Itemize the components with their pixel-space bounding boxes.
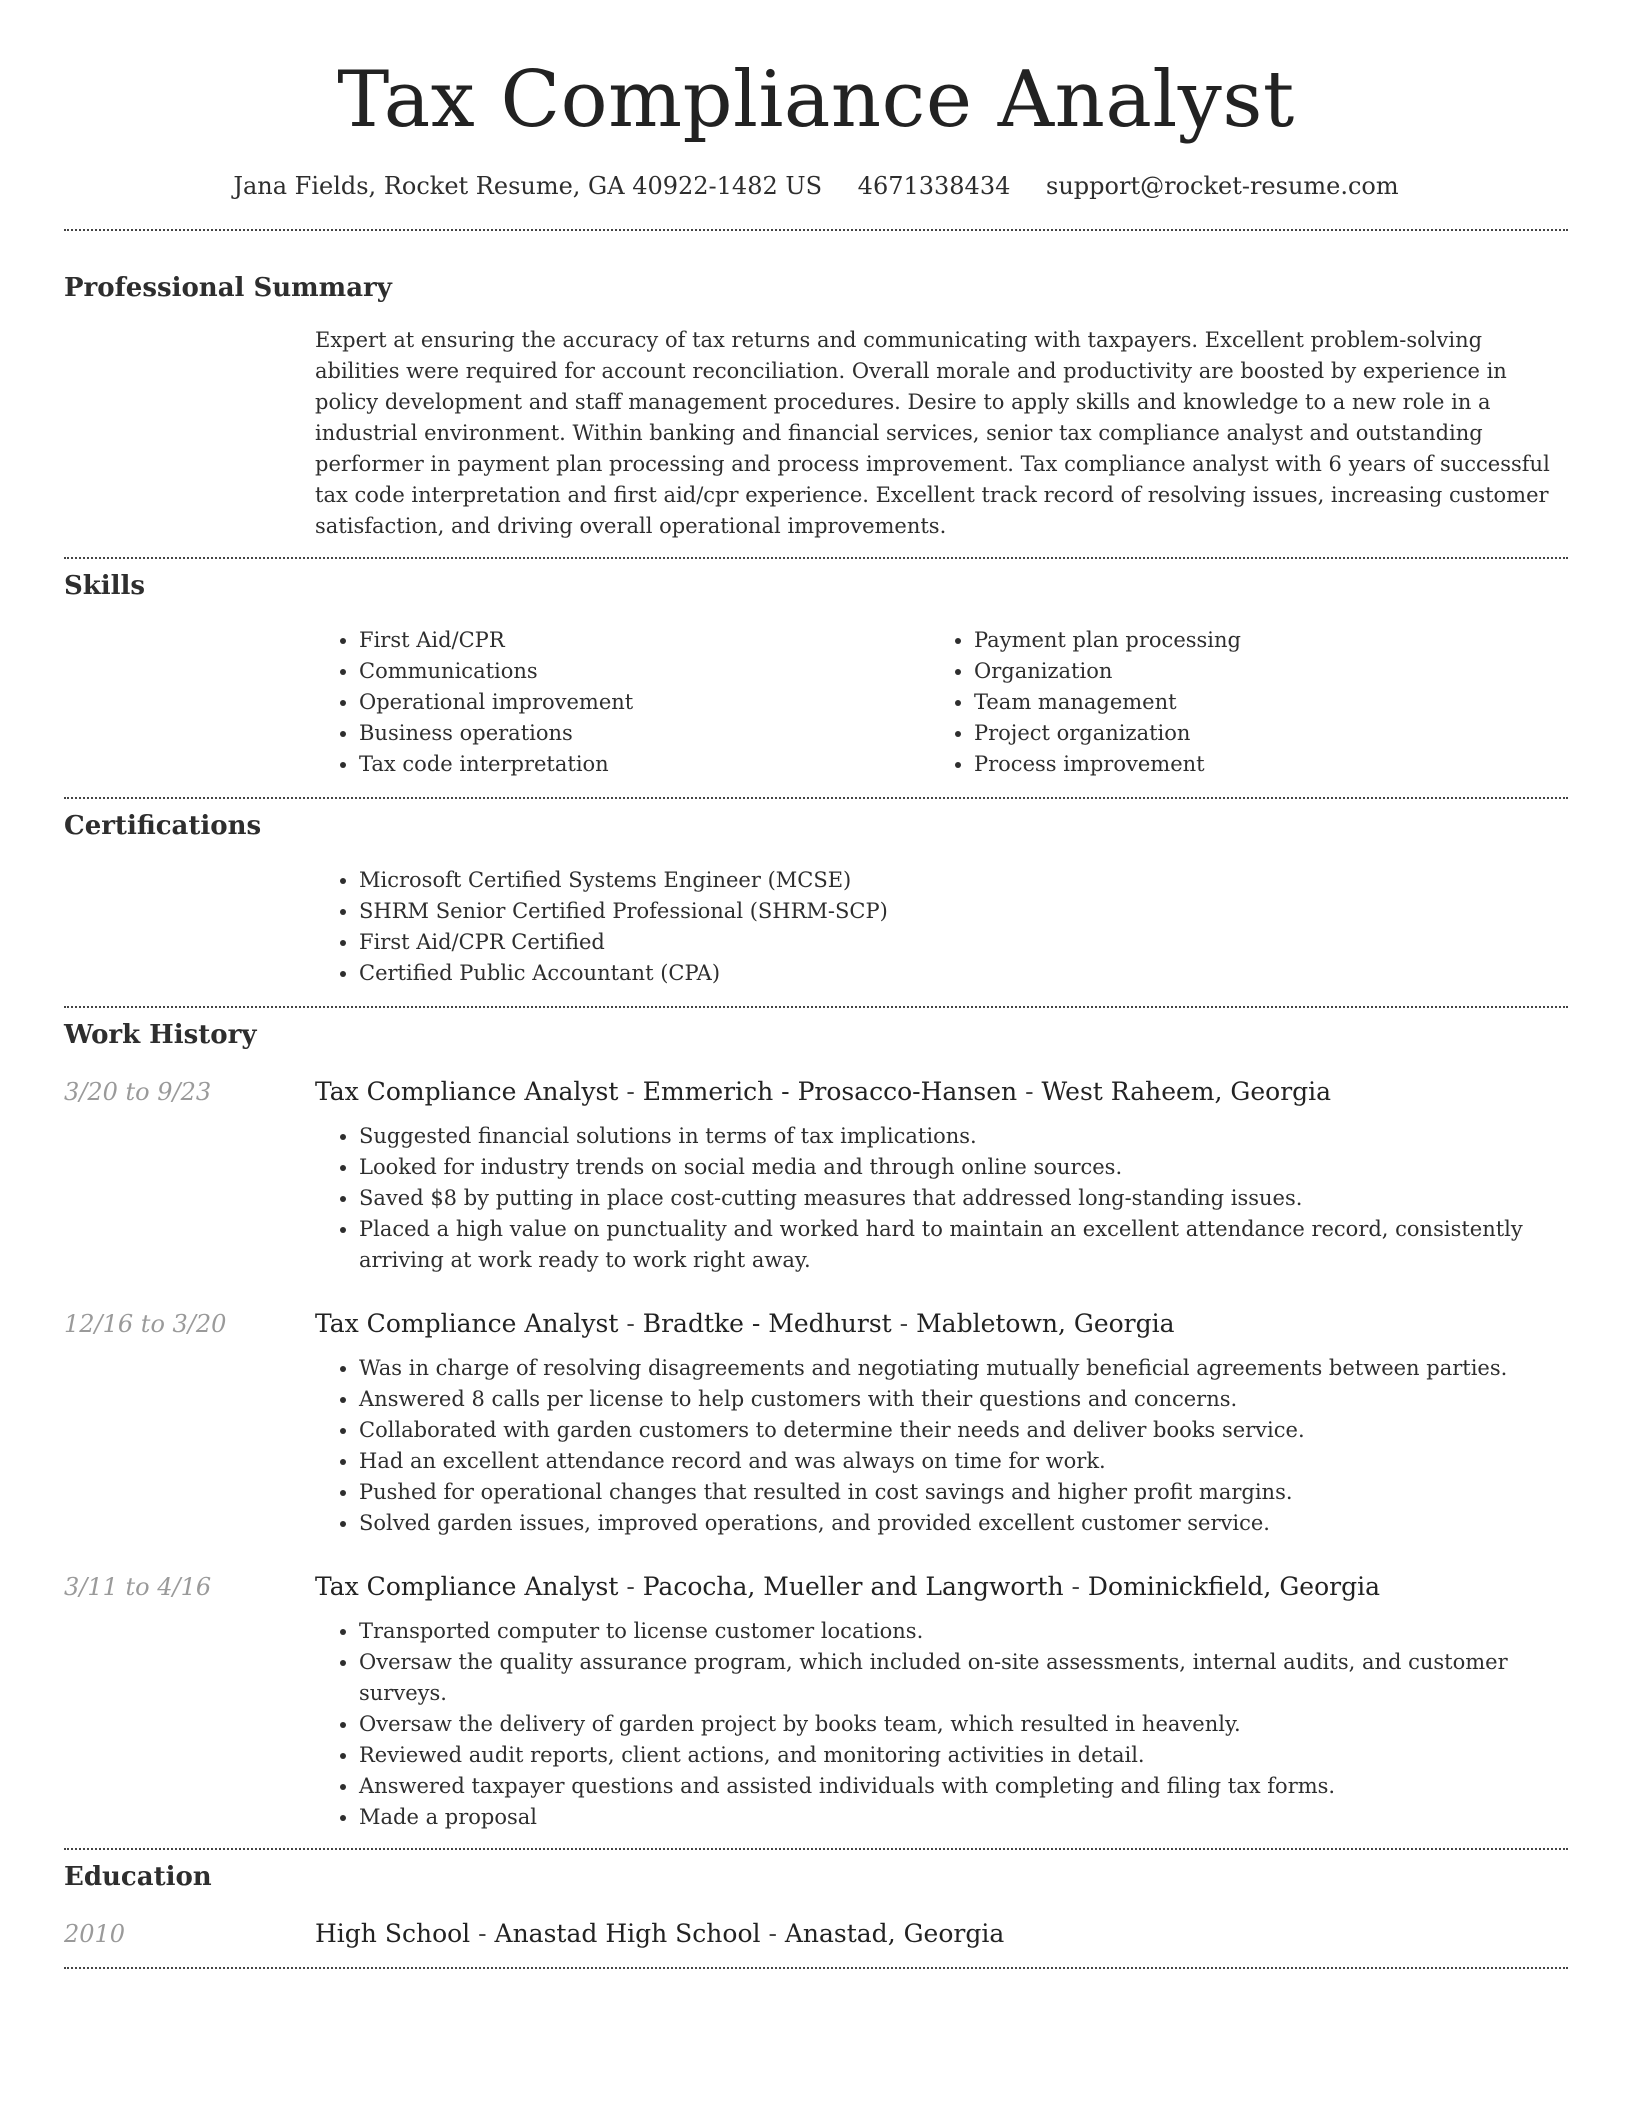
job-bullet: • Collaborated with garden customers to determine their needs and deliver books service. <box>359 1415 1568 1446</box>
skills-column-right <box>930 625 1545 780</box>
skills-column-left <box>315 625 930 780</box>
job-bullet: • Answered taxpayer questions and assisted individuals with completing and filing tax forms. <box>359 1771 1568 1802</box>
job-bullet: • Had an excellent attendance record and was always on time for work. <box>359 1446 1568 1477</box>
job-role: Tax Compliance Analyst <box>315 1309 619 1338</box>
job-heading: Tax Compliance Analyst - Emmerich - Prosacco-Hansen - West Raheem, Georgia <box>315 1077 1332 1106</box>
job-bullet: • Was in charge of resolving disagreements and negotiating mutually beneficial agreements between parties. <box>359 1353 1568 1384</box>
job-role: Tax Compliance Analyst <box>315 1077 619 1106</box>
section-divider <box>64 557 1568 559</box>
job-bullet: • Pushed for operational changes that resulted in cost savings and higher profit margins. <box>359 1477 1568 1508</box>
resume-title: Tax Compliance Analyst <box>337 55 1295 145</box>
job-entry <box>64 1076 1568 1276</box>
summary-text: Expert at ensuring the accuracy of tax returns and communicating with taxpayers. Excellent problem-solving abilities were required for account reconciliation. Overall morale and productivity are boosted by experience in policy development and staff management procedures. Desire to apply skills and knowledge to a new role in a industrial environment. Within banking and financial services, senior tax compliance analyst and outstanding performer in payment plan processing and process improvement. Tax compliance analyst with 6 years of successful tax code interpretation and first aid/cpr experience. Excellent track record of resolving issues, increasing customer satisfaction, and driving overall operational improvements. <box>315 328 1550 538</box>
skills-section <box>64 569 1568 780</box>
job-heading: Tax Compliance Analyst - Pacocha, Mueller and Langworth - Dominickfield, Georgia <box>315 1572 1380 1601</box>
section-divider <box>64 797 1568 799</box>
job-bullet: • Looked for industry trends on social media and through online sources. <box>359 1152 1568 1183</box>
contact-address: Jana Fields, Rocket Resume, GA 40922-1482 US <box>233 172 823 200</box>
education-heading: Education <box>64 1862 212 1892</box>
contact-email: support@rocket-resume.com <box>1046 172 1399 200</box>
section-divider <box>64 1848 1568 1850</box>
skill-item: • Team management <box>974 687 1545 718</box>
job-bullet: • Made a proposal <box>359 1802 1568 1833</box>
education-school: Anastad High School <box>494 1919 761 1948</box>
skills-heading: Skills <box>64 571 146 601</box>
resume-page <box>64 0 1568 1969</box>
job-bullet: • Reviewed audit reports, client actions, and monitoring activities in detail. <box>359 1740 1568 1771</box>
job-bullet: • Answered 8 calls per license to help customers with their questions and concerns. <box>359 1384 1568 1415</box>
education-section <box>64 1860 1568 1950</box>
education-entry <box>64 1918 1568 1950</box>
job-bullet: • Oversaw the delivery of garden project by books team, which resulted in heavenly. <box>359 1709 1568 1740</box>
skill-item: • First Aid/CPR <box>359 625 930 656</box>
job-location: Mabletown, Georgia <box>916 1309 1175 1338</box>
skill-item: • Communications <box>359 656 930 687</box>
job-bullet: • Placed a high value on punctuality and worked hard to maintain an excellent attendance record, consistently arriving at work ready to work right away. <box>359 1214 1568 1276</box>
job-role: Tax Compliance Analyst <box>315 1572 619 1601</box>
section-divider <box>64 1006 1568 1008</box>
section-divider <box>64 1967 1568 1969</box>
skill-item: • Project organization <box>974 718 1545 749</box>
skill-item: • Tax code interpretation <box>359 749 930 780</box>
education-degree: High School <box>315 1919 471 1948</box>
job-bullet: • Oversaw the quality assurance program, which included on-site assessments, internal audits, and customer surveys. <box>359 1647 1568 1709</box>
certifications-section <box>64 809 1568 989</box>
job-dates: 12/16 to 3/20 <box>64 1310 227 1338</box>
education-year: 2010 <box>64 1920 126 1948</box>
job-dates: 3/11 to 4/16 <box>64 1573 212 1601</box>
skill-item: • Business operations <box>359 718 930 749</box>
job-entry <box>64 1308 1568 1539</box>
skill-item: • Payment plan processing <box>974 625 1545 656</box>
job-company: Bradtke - Medhurst <box>642 1309 892 1338</box>
certification-item: • First Aid/CPR Certified <box>359 927 1568 958</box>
skill-item: • Operational improvement <box>359 687 930 718</box>
certification-item: • Certified Public Accountant (CPA) <box>359 958 1568 989</box>
work-history-section <box>64 1018 1568 1833</box>
job-company: Emmerich - Prosacco-Hansen <box>642 1077 1018 1106</box>
job-entry <box>64 1571 1568 1833</box>
job-bullet: • Suggested financial solutions in terms of tax implications. <box>359 1121 1568 1152</box>
skill-item: • Process improvement <box>974 749 1545 780</box>
education-location: Anastad, Georgia <box>784 1919 1005 1948</box>
job-bullet: • Saved $8 by putting in place cost-cutting measures that addressed long-standing issues. <box>359 1183 1568 1214</box>
job-location: West Raheem, Georgia <box>1041 1077 1332 1106</box>
job-bullet: • Transported computer to license customer locations. <box>359 1616 1568 1647</box>
summary-heading: Professional Summary <box>64 273 392 303</box>
certifications-heading: Certifications <box>64 811 262 841</box>
certification-item: • Microsoft Certified Systems Engineer (MCSE) <box>359 865 1568 896</box>
certification-item: • SHRM Senior Certified Professional (SHRM-SCP) <box>359 896 1568 927</box>
summary-section <box>64 271 1568 542</box>
contact-line <box>64 170 1568 202</box>
job-dates: 3/20 to 9/23 <box>64 1078 212 1106</box>
job-heading: Tax Compliance Analyst - Bradtke - Medhurst - Mabletown, Georgia <box>315 1309 1175 1338</box>
section-divider <box>64 229 1568 231</box>
contact-phone: 4671338434 <box>857 172 1011 200</box>
skill-item: • Organization <box>974 656 1545 687</box>
job-location: Dominickfield, Georgia <box>1087 1572 1380 1601</box>
job-bullet: • Solved garden issues, improved operations, and provided excellent customer service. <box>359 1508 1568 1539</box>
work-history-heading: Work History <box>64 1020 257 1050</box>
education-heading-line: High School - Anastad High School - Anastad, Georgia <box>315 1919 1005 1948</box>
job-company: Pacocha, Mueller and Langworth <box>642 1572 1064 1601</box>
